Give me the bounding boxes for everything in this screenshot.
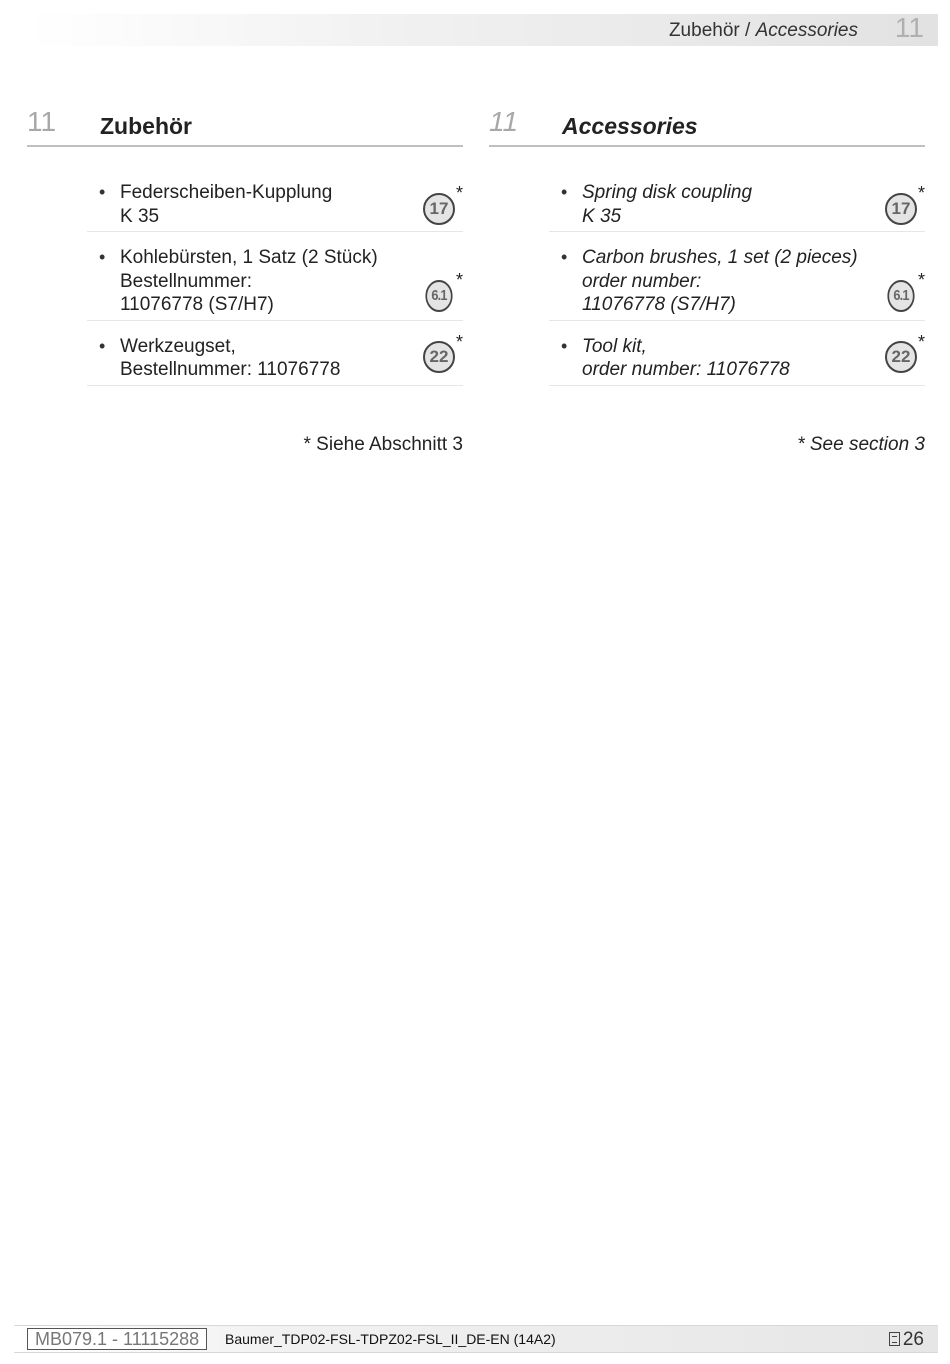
- page-number: [889, 1329, 924, 1351]
- reference-asterisk: *: [917, 270, 925, 290]
- item-text: [582, 181, 925, 228]
- bullet: •: [99, 182, 106, 202]
- item-line: K 35: [120, 205, 160, 227]
- footnote: * Siehe Abschnitt 3: [303, 433, 463, 455]
- header-chapter-number: 11: [894, 12, 924, 43]
- item-line: Kohlebürsten, 1 Satz (2 Stück): [120, 247, 378, 268]
- page-number-value: 26: [902, 1329, 924, 1350]
- bullet: •: [561, 335, 568, 356]
- section-en: [489, 100, 925, 456]
- item-line: Werkzeugset,: [120, 335, 236, 357]
- accessory-list: [87, 178, 463, 386]
- item-line: 11076778 (S7/H7): [582, 294, 736, 315]
- item-line: order number: 11076778: [582, 359, 790, 380]
- page-icon: [889, 1332, 900, 1346]
- document-code: MB079.1 - 11115288: [27, 1328, 207, 1350]
- item-line: Bestellnummer:: [120, 270, 252, 292]
- item-text: [582, 335, 925, 382]
- reference-asterisk: *: [917, 183, 925, 203]
- accessory-list: [549, 178, 925, 386]
- bullet: •: [99, 335, 106, 356]
- list-item: [87, 332, 463, 386]
- item-text: [120, 181, 463, 228]
- header-title: [669, 20, 858, 42]
- item-line: K 35: [582, 205, 622, 227]
- item-line: Tool kit,: [582, 335, 647, 357]
- header-title-separator: /: [739, 20, 756, 41]
- list-item: [549, 332, 925, 386]
- section-reference-icon: 6.1: [425, 280, 452, 312]
- section-number: 11: [489, 106, 519, 137]
- list-item: [87, 178, 463, 232]
- bullet: •: [561, 182, 568, 202]
- document-file-name: Baumer_TDP02-FSL-TDPZ02-FSL_II_DE-EN (14A2): [225, 1331, 556, 1347]
- item-text: [582, 246, 925, 317]
- header-title-de: Zubehör: [668, 20, 740, 41]
- section-reference-icon: 22: [423, 341, 455, 373]
- section-heading: [27, 100, 463, 147]
- list-item: [549, 243, 925, 321]
- footnote: * See section 3: [797, 433, 925, 455]
- item-line: Federscheiben-Kupplung: [120, 182, 333, 203]
- section-reference-icon: 17: [885, 193, 917, 225]
- item-line: Spring disk coupling: [582, 182, 753, 203]
- section-title: Accessories: [562, 113, 698, 139]
- list-item: [549, 178, 925, 232]
- reference-asterisk: *: [455, 331, 463, 352]
- item-text: [120, 246, 463, 317]
- header-title-en: Accessories: [755, 20, 858, 41]
- section-number: 11: [27, 106, 57, 137]
- section-reference-icon: 17: [423, 193, 455, 225]
- section-reference-icon: 22: [885, 341, 917, 373]
- section-reference-icon: 6.1: [887, 280, 914, 312]
- bullet: •: [561, 247, 568, 267]
- item-text: [120, 335, 463, 382]
- list-item: [87, 243, 463, 321]
- item-line: 11076778 (S7/H7): [120, 294, 274, 315]
- section-heading: [489, 100, 925, 147]
- item-line: order number:: [582, 270, 702, 292]
- item-line: Bestellnummer: 11076778: [120, 359, 341, 380]
- reference-asterisk: *: [917, 331, 925, 352]
- reference-asterisk: *: [455, 183, 463, 203]
- section-title: Zubehör: [100, 113, 192, 139]
- bullet: •: [99, 247, 106, 267]
- reference-asterisk: *: [455, 270, 463, 290]
- section-de: [27, 100, 463, 456]
- item-line: Carbon brushes, 1 set (2 pieces): [582, 247, 858, 268]
